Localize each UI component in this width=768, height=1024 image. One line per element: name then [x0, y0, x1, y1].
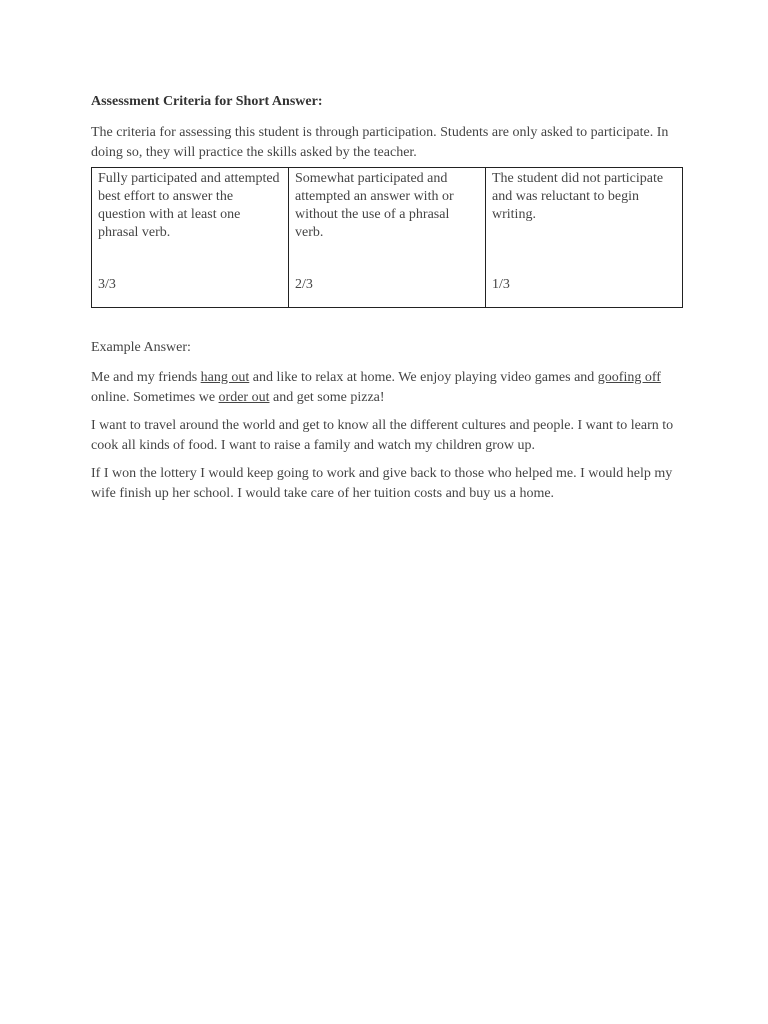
rubric-score: 2/3: [295, 277, 313, 292]
example-paragraph-2: I want to travel around the world and get to know all the different cultures and people. I want to learn to cook all kinds of food. I want to raise a family and watch my children grow up.: [91, 418, 674, 453]
section-heading: Assessment Criteria for Short Answer:: [91, 94, 323, 109]
rubric-description: Somewhat participated and attempted an answer with or without the use of a phrasal verb.: [295, 171, 454, 240]
example-paragraph-1: [91, 368, 691, 408]
phrasal-verb-hang-out: hang out: [200, 370, 250, 385]
rubric-description: Fully participated and attempted best effort to answer the question with at least one phrasal verb.: [98, 171, 280, 240]
example-paragraph-3: If I won the lottery I would keep going to work and give back to those who helped me. I would help my wife finish up her school. I would take care of her tuition costs and buy us a home.: [91, 466, 673, 501]
text-segment: online. Sometimes we: [91, 390, 219, 405]
rubric-table: [91, 167, 683, 308]
text-segment: and get some pizza!: [269, 390, 385, 405]
intro-paragraph: The criteria for assessing this student is through participation. Students are only asked to participate. In doing so, they will practice the skills asked by the teacher.: [91, 125, 669, 160]
document-page: [91, 93, 691, 504]
rubric-score: 3/3: [98, 277, 116, 292]
rubric-cell-none: [486, 168, 683, 308]
rubric-score: 1/3: [492, 277, 510, 292]
rubric-row: [92, 168, 683, 308]
phrasal-verb-goofing-off: goofing off: [597, 370, 661, 385]
rubric-description: The student did not participate and was reluctant to begin writing.: [492, 171, 664, 222]
text-segment: and like to relax at home. We enjoy playing video games and: [249, 370, 598, 385]
text-segment: Me and my friends: [91, 370, 201, 385]
example-label: Example Answer:: [91, 340, 191, 355]
rubric-cell-full: [92, 168, 289, 308]
rubric-cell-partial: [289, 168, 486, 308]
phrasal-verb-order-out: order out: [218, 390, 270, 405]
